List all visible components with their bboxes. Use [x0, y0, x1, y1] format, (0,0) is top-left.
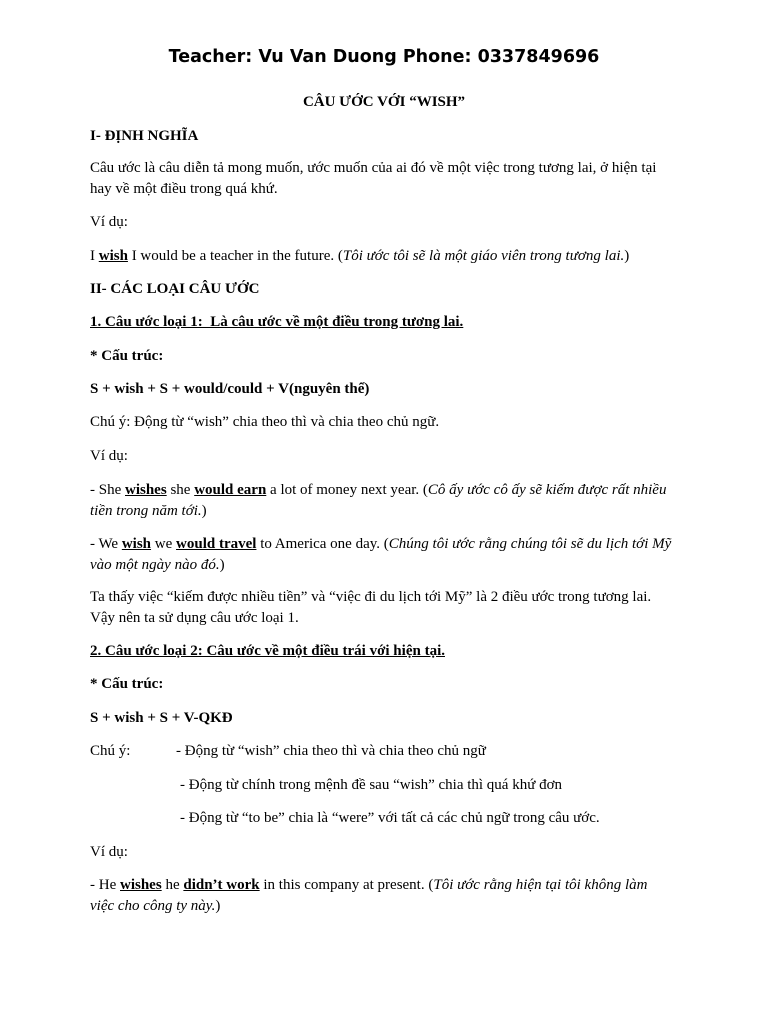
definition-example	[90, 246, 629, 267]
type1-note: Chú ý: Động từ “wish” chia theo thì và chia theo chủ ngữ.	[90, 414, 440, 430]
closing-parenthesis: )	[624, 248, 630, 264]
type2-note-label: Chú ý:	[90, 743, 131, 759]
closing-parenthesis: )	[219, 557, 225, 573]
type1-conclusion-line-1: Ta thấy việc “kiếm được nhiều tiền” và “việc đi du lịch tới Mỹ” là 2 điều ước trong tương lai.	[90, 589, 652, 605]
example-sentence-text: a lot of money next year. (	[266, 482, 428, 498]
example-sentence-text: in this company at present. (	[259, 877, 434, 893]
example-lead: - We	[90, 536, 122, 552]
type2-note-2: - Động từ chính trong mệnh đề sau “wish” chia thì quá khứ đơn	[180, 777, 563, 793]
example-label: Ví dụ:	[90, 214, 128, 230]
keyword-verb: didn’t work	[183, 877, 260, 893]
example-translation: Chúng tôi ước rằng chúng tôi sẽ du lịch tới Mỹ	[388, 536, 672, 552]
example-translation: Tôi ước rằng hiện tại tôi không làm	[433, 877, 648, 893]
type1-example-2-line-2	[90, 555, 225, 576]
document-title: CÂU ƯỚC VỚI “WISH”	[302, 94, 466, 110]
closing-parenthesis: )	[215, 898, 221, 914]
type1-conclusion-line-2: Vậy nên ta sử dụng câu ước loại 1.	[90, 610, 299, 626]
type2-structure-label: * Cấu trúc:	[90, 676, 164, 692]
type1-structure-label: * Cấu trúc:	[90, 348, 164, 364]
type1-heading: 1. Câu ước loại 1: Là câu ước về một điều trong tương lai.	[90, 314, 464, 330]
section-heading-types: II- CÁC LOẠI CÂU ƯỚC	[90, 281, 260, 297]
example-translation: việc cho công ty này.	[90, 898, 216, 914]
type2-example-line-1	[90, 875, 647, 896]
keyword-wish: wish	[98, 248, 128, 264]
type1-example-1-line-1	[90, 480, 666, 501]
example-lead: I	[90, 248, 99, 264]
type2-example-line-2	[90, 896, 220, 917]
example-translation: Tôi ước tôi sẽ là một giáo viên trong tương lai.	[342, 248, 625, 264]
type2-note-3: - Động từ “to be” chia là “were” với tất cả các chủ ngữ trong câu ước.	[180, 810, 600, 826]
example-lead: - She	[90, 482, 125, 498]
example-translation: vào một ngày nào đó.	[90, 557, 220, 573]
example-subject: we	[151, 536, 177, 552]
section-heading-definition: I- ĐỊNH NGHĨA	[90, 128, 199, 144]
example-translation: tiền trong năm tới.	[90, 503, 202, 519]
example-subject: he	[161, 877, 184, 893]
keyword-wish: wishes	[125, 482, 167, 498]
closing-parenthesis: )	[201, 503, 207, 519]
type2-example-label: Ví dụ:	[90, 844, 128, 860]
definition-line-1: Câu ước là câu diễn tả mong muốn, ước muốn của ai đó về một việc trong tương lai, ở hiện tại	[90, 160, 657, 176]
keyword-wish: wish	[121, 536, 152, 552]
example-sentence-text: I would be a teacher in the future. (	[127, 248, 343, 264]
type1-example-2-line-1	[90, 534, 671, 555]
type2-formula: S + wish + S + V-QKĐ	[90, 710, 233, 726]
keyword-verb: would earn	[194, 482, 267, 498]
type2-heading: 2. Câu ước loại 2: Câu ước về một điều trái với hiện tại.	[90, 643, 445, 659]
type1-formula: S + wish + S + would/could + V(nguyên thể)	[90, 381, 370, 397]
teacher-contact-header: Teacher: Vu Van Duong Phone: 0337849696	[168, 47, 600, 67]
keyword-verb: would travel	[176, 536, 257, 552]
keyword-wish: wishes	[120, 877, 162, 893]
example-translation: Cô ấy ước cô ấy sẽ kiếm được rất nhiều	[427, 482, 667, 498]
type2-note-1: - Động từ “wish” chia theo thì và chia theo chủ ngữ	[176, 743, 486, 759]
type1-example-label: Ví dụ:	[90, 448, 128, 464]
example-lead: - He	[90, 877, 120, 893]
type1-example-1-line-2	[90, 501, 207, 522]
definition-line-2: hay về một điều trong quá khứ.	[90, 181, 278, 197]
example-subject: she	[166, 482, 195, 498]
example-sentence-text: to America one day. (	[256, 536, 389, 552]
